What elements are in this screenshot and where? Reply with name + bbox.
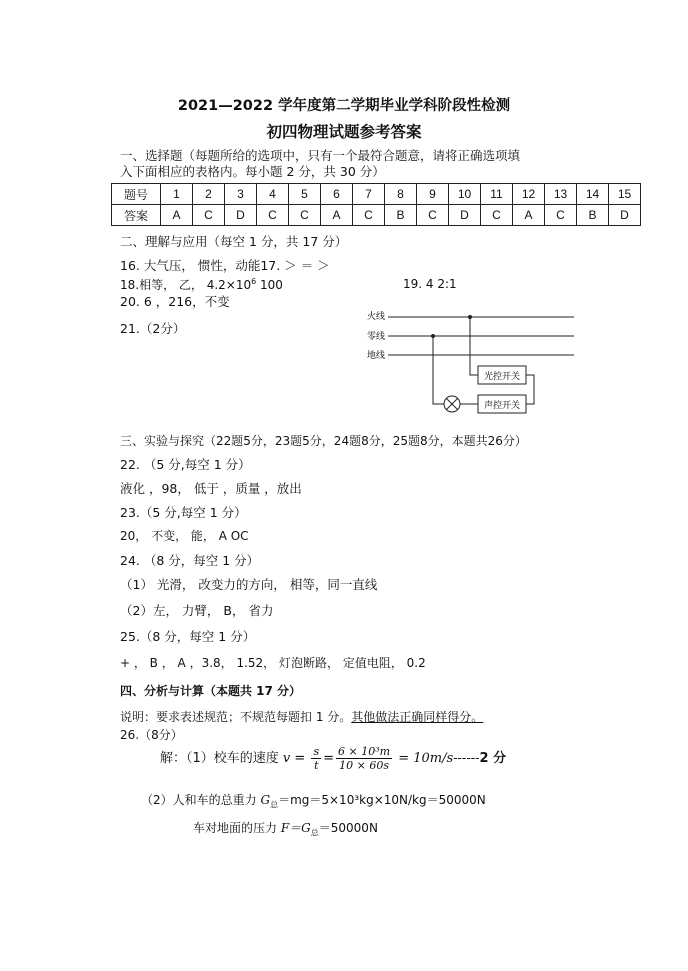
- table-cell: 12: [513, 184, 545, 205]
- fraction-values: [336, 745, 392, 772]
- note-text: 说明：要求表述规范；不规范每题扣 1 分。: [120, 710, 352, 724]
- table-cell: C: [289, 205, 321, 226]
- table-cell: 9: [417, 184, 449, 205]
- gravity-subscript: 总: [270, 800, 279, 810]
- answer-q16-17: 16. 大气压， 惯性，动能17. ＞ ＝ ＞: [120, 258, 330, 273]
- row-label-number: 题号: [112, 184, 161, 205]
- exponent: 6: [251, 277, 257, 286]
- fraction-numerator: 6 × 10³m: [338, 745, 391, 758]
- table-cell: A: [321, 205, 353, 226]
- answer-q25: + ， B ， A ，3.8， 1.52， 灯泡断路， 定值电阻， 0.2: [120, 656, 426, 670]
- table-cell: B: [577, 205, 609, 226]
- fraction-denominator: 10 × 60s: [339, 759, 389, 772]
- equals-sign: =: [290, 751, 310, 766]
- answer-q18-text2: 100: [256, 278, 283, 292]
- table-cell: D: [225, 205, 257, 226]
- wire: [470, 317, 478, 375]
- light-switch-label: 光控开关: [483, 372, 521, 382]
- section4-note: [120, 710, 483, 724]
- q24-heading: 24. （8 分，每空 1 分）: [120, 553, 260, 568]
- table-cell: B: [385, 205, 417, 226]
- step2-equation: ＝mg＝5×10³kg×10N/kg＝50000N: [278, 793, 486, 807]
- gravity-symbol: G: [260, 793, 271, 807]
- q22-heading: 22. （5 分,每空 1 分）: [120, 457, 251, 472]
- table-cell: 2: [193, 184, 225, 205]
- q26-step3: [193, 821, 378, 838]
- table-cell: 13: [545, 184, 577, 205]
- answer-q22: 液化 ，98， 低于 ，质量 ，放出: [120, 481, 302, 496]
- answer-q24-part2: （2）左， 力臂， B， 省力: [120, 603, 274, 618]
- table-cell: D: [449, 205, 481, 226]
- table-cell: 1: [161, 184, 193, 205]
- q23-heading: 23.（5 分,每空 1 分）: [120, 505, 247, 520]
- answer-q24-part1: （1） 光滑， 改变力的方向， 相等，同一直线: [120, 577, 378, 592]
- answer-table: [111, 183, 641, 226]
- step1-prefix: 解：（1）校车的速度: [160, 751, 279, 766]
- wire: [433, 336, 444, 404]
- answer-q23: 20， 不变， 能， A OC: [120, 529, 249, 543]
- table-cell: 5: [289, 184, 321, 205]
- step1-result: = 10m/s------: [394, 751, 480, 766]
- table-cell: A: [513, 205, 545, 226]
- sound-switch-label: 声控开关: [483, 401, 521, 411]
- table-cell: 15: [609, 184, 641, 205]
- table-cell: D: [609, 205, 641, 226]
- table-cell: A: [161, 205, 193, 226]
- answer-q18: [120, 277, 283, 292]
- fraction-s-over-t: [311, 745, 321, 772]
- neutral-wire-label: 零线: [367, 332, 386, 342]
- fraction-numerator: s: [313, 745, 320, 758]
- table-cell: 3: [225, 184, 257, 205]
- row-label-answer: 答案: [112, 205, 161, 226]
- fraction-denominator: t: [314, 759, 319, 772]
- table-cell: C: [193, 205, 225, 226]
- answer-q21: 21.（2分）: [120, 321, 186, 336]
- table-row-numbers: [112, 184, 641, 205]
- table-cell: C: [481, 205, 513, 226]
- step3-prefix: 车对地面的压力: [193, 821, 278, 835]
- velocity-symbol: v: [282, 751, 291, 766]
- table-cell: C: [545, 205, 577, 226]
- table-row-answers: [112, 205, 641, 226]
- q25-heading: 25.（8 分，每空 1 分）: [120, 629, 256, 644]
- gravity-subscript: 总: [310, 828, 319, 838]
- answer-q19: 19. 4 2:1: [403, 277, 457, 291]
- table-cell: 10: [449, 184, 481, 205]
- table-cell: 4: [257, 184, 289, 205]
- step1-score: 2 分: [479, 751, 507, 766]
- step2-prefix: （2）人和车的总重力: [141, 793, 257, 807]
- ground-wire-label: 地线: [367, 351, 386, 361]
- section1-heading-line2: 入下面相应的表格内。每小题 2 分，共 30 分）: [120, 164, 385, 179]
- q26-step2: [141, 793, 486, 810]
- page-subtitle: 初四物理试题参考答案: [266, 123, 422, 141]
- section2-heading: 二、理解与应用（每空 1 分，共 17 分）: [120, 234, 348, 249]
- circuit-diagram: [360, 300, 580, 420]
- section4-heading: 四、分析与计算（本题共 17 分）: [120, 684, 302, 698]
- table-cell: 8: [385, 184, 417, 205]
- page-title: 2021—2022 学年度第二学期毕业学科阶段性检测: [177, 98, 511, 114]
- live-wire-label: 火线: [367, 312, 386, 322]
- equals-gravity: ＝G: [289, 821, 311, 835]
- table-cell: 7: [353, 184, 385, 205]
- note-text-underlined: 其他做法正确同样得分。: [351, 710, 484, 724]
- section3-heading: 三、实验与探究（22题5分，23题5分，24题8分，25题8分，本题共26分）: [120, 434, 527, 448]
- force-symbol: F: [280, 821, 290, 835]
- step3-equation: ＝50000N: [318, 821, 378, 835]
- q26-heading: 26.（8分）: [120, 728, 183, 742]
- table-cell: C: [353, 205, 385, 226]
- answer-q18-text: 18.相等， 乙， 4.2×10: [120, 278, 252, 292]
- table-cell: 11: [481, 184, 513, 205]
- table-cell: C: [417, 205, 449, 226]
- q26-step1: 解：（1）校车的速度 v = $\frac{s}{t}$ = $\frac{\text{6 × 10³m}}{10 \times 60s}$ = 10m/s------2 分: [160, 745, 507, 772]
- section1-heading-line1: 一、选择题（每题所给的选项中，只有一个最符合题意，请将正确选项填: [120, 148, 521, 163]
- table-cell: 6: [321, 184, 353, 205]
- table-cell: C: [257, 205, 289, 226]
- table-cell: 14: [577, 184, 609, 205]
- wire: [526, 375, 534, 404]
- answer-q20: 20. 6 ，216，不变: [120, 294, 230, 309]
